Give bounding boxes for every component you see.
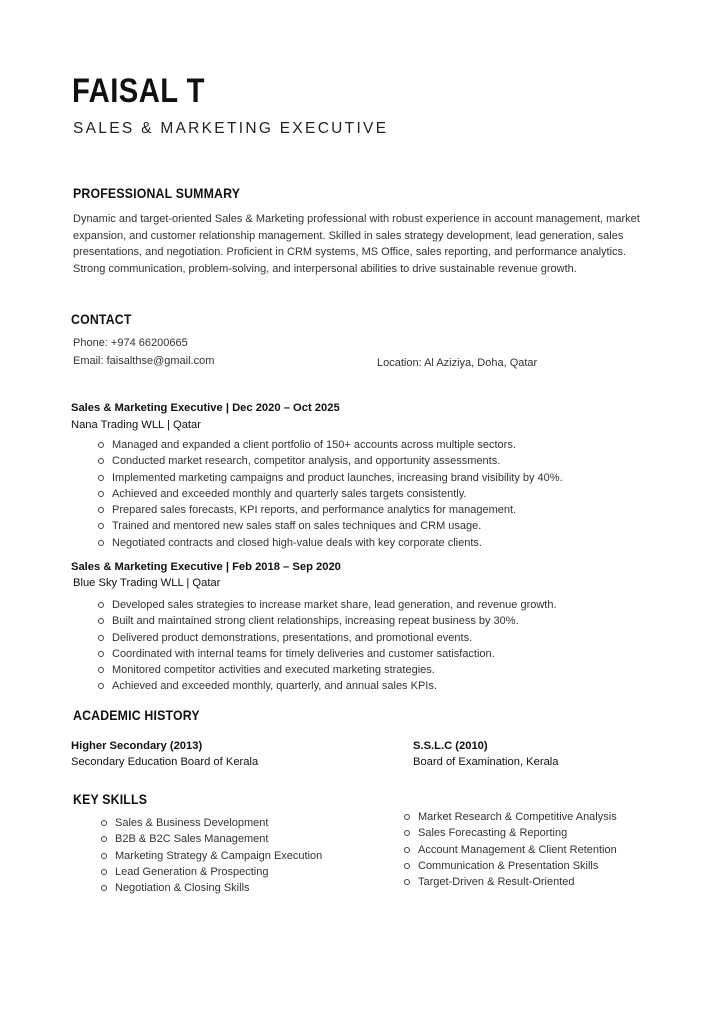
list-item: Conducted market research, competitor analysis, and opportunity assessments. [98,453,563,469]
skills-list-right [404,809,617,890]
summary-heading: PROFESSIONAL SUMMARY [73,185,241,201]
bullet-icon [98,602,104,608]
list-item: Prepared sales forecasts, KPI reports, and performance analytics for management. [98,502,563,518]
list-item: Communication & Presentation Skills [404,858,617,874]
bullet-icon [101,885,107,891]
list-item: Implemented marketing campaigns and product launches, increasing brand visibility by 40%. [98,470,563,486]
bullet-icon [98,651,104,657]
contact-location: Location: Al Aziziya, Doha, Qatar [377,357,538,369]
list-item: Sales & Business Development [101,815,322,831]
bullet-icon [98,507,104,513]
bullet-icon [404,814,410,820]
bullet-icon [404,879,410,885]
bullet-icon [404,830,410,836]
bullet-icon [98,618,104,624]
degree-board: Secondary Education Board of Kerala [71,756,259,768]
bullet-icon [98,442,104,448]
list-item: Negotiation & Closing Skills [101,880,322,896]
degree-title: Higher Secondary (2013) [71,740,203,752]
list-item: Lead Generation & Prospecting [101,864,322,880]
bullet-icon [101,869,107,875]
skills-heading: KEY SKILLS [73,791,148,807]
list-item: Delivered product demonstrations, presentations, and promotional events. [98,630,557,646]
contact-heading: CONTACT [71,311,132,327]
list-item: Trained and mentored new sales staff on sales techniques and CRM usage. [98,518,563,534]
bullet-icon [98,635,104,641]
list-item: Market Research & Competitive Analysis [404,809,617,825]
degree-title: S.S.L.C (2010) [413,740,488,752]
list-item: Account Management & Client Retention [404,842,617,858]
contact-email: Email: faisalthse@gmail.com [73,355,215,367]
job-title: SALES & MARKETING EXECUTIVE [73,120,389,137]
job-company: Blue Sky Trading WLL | Qatar [73,577,221,589]
list-item: Developed sales strategies to increase market share, lead generation, and revenue growth. [98,597,557,613]
list-item: Achieved and exceeded monthly and quarterly sales targets consistently. [98,486,563,502]
job-role: Sales & Marketing Executive | Feb 2018 – Sep 2020 [71,561,341,573]
bullet-icon [101,820,107,826]
list-item: Managed and expanded a client portfolio of 150+ accounts across multiple sectors. [98,437,563,453]
job-bullet-list [98,597,557,695]
skills-list-left [101,815,322,896]
contact-phone: Phone: +974 66200665 [73,337,188,349]
bullet-icon [98,491,104,497]
list-item: Achieved and exceeded monthly, quarterly, and annual sales KPIs. [98,678,557,694]
degree-board: Board of Examination, Kerala [413,756,559,768]
bullet-icon [98,523,104,529]
job-company: Nana Trading WLL | Qatar [71,419,201,431]
list-item: B2B & B2C Sales Management [101,831,322,847]
bullet-icon [98,683,104,689]
list-item: Target-Driven & Result-Oriented [404,874,617,890]
job-bullet-list [98,437,563,551]
list-item: Built and maintained strong client relationships, increasing repeat business by 30%. [98,613,557,629]
list-item: Negotiated contracts and closed high-value deals with key corporate clients. [98,535,563,551]
bullet-icon [101,853,107,859]
list-item: Monitored competitor activities and executed marketing strategies. [98,662,557,678]
list-item: Marketing Strategy & Campaign Execution [101,848,322,864]
academic-heading: ACADEMIC HISTORY [73,707,200,723]
bullet-icon [404,847,410,853]
bullet-icon [98,540,104,546]
list-item: Sales Forecasting & Reporting [404,825,617,841]
bullet-icon [98,667,104,673]
summary-text: Dynamic and target-oriented Sales & Marketing professional with robust experience in account management, market expansion, and customer relationship management. Skilled in sales strategy development, lead generation, sales presentations, and negotiation. Proficient in CRM systems, MS Office, sales reporting, and performance analytics. Strong communication, problem-solving, and interpersonal abilities to drive sustainable revenue growth. [73,213,640,275]
bullet-icon [101,836,107,842]
bullet-icon [404,863,410,869]
bullet-icon [98,475,104,481]
list-item: Coordinated with internal teams for timely deliveries and customer satisfaction. [98,646,557,662]
job-role: Sales & Marketing Executive | Dec 2020 – Oct 2025 [71,402,340,414]
bullet-icon [98,458,104,464]
candidate-name: FAISAL T [72,72,205,110]
